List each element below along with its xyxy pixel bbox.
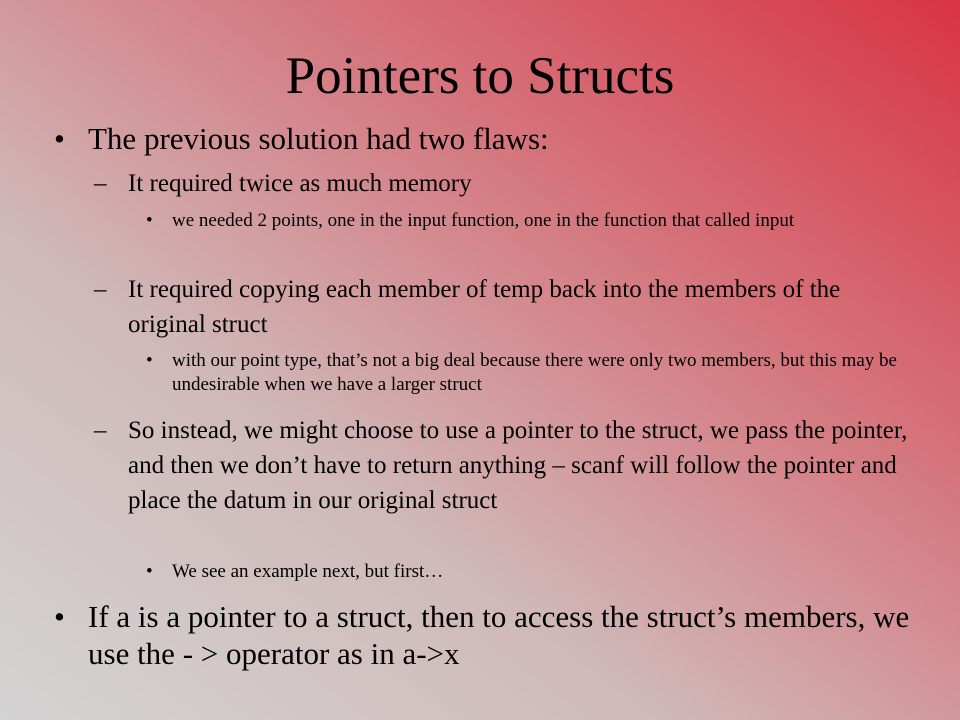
bullet-marker: • [146, 350, 153, 371]
detail-text: We see an example next, but first… [172, 561, 444, 582]
bullet-marker: • [54, 121, 65, 156]
bullet-text: The previous solution had two flaws: [88, 121, 549, 156]
detail-item-1 [146, 209, 932, 233]
bullet-marker: • [146, 210, 153, 231]
detail-text: we needed 2 points, one in the input function, one in the function that called input [172, 210, 795, 231]
detail-item-2 [146, 349, 927, 397]
bullet-marker: • [146, 561, 153, 582]
sub-item-text: So instead, we might choose to use a pointer to the struct, we pass the pointer, and then we don’t have to return anything – scanf will follow the pointer and place the datum in our original struct [128, 417, 908, 514]
detail-item-3 [146, 560, 912, 584]
sub-item-text: It required twice as much memory [128, 170, 472, 197]
sub-item-2 [94, 272, 918, 342]
bullet-text: If a is a pointer to a struct, then to access the struct’s members, we use the - > operator as in a->x [88, 599, 910, 671]
bullet-item-2 [54, 598, 918, 672]
dash-marker: – [94, 417, 107, 444]
detail-text: with our point type, that’s not a big deal because there were only two members, but this may be undesirable when we have a larger struct [172, 350, 897, 395]
sub-item-3 [94, 413, 928, 518]
slide-title: Pointers to Structs [285, 47, 675, 105]
sub-item-1 [94, 166, 928, 201]
bullet-marker: • [54, 599, 65, 634]
dash-marker: – [94, 276, 107, 303]
sub-item-text: It required copying each member of temp back into the members of the original struct [128, 276, 841, 338]
dash-marker: – [94, 170, 107, 197]
bullet-item-1 [54, 120, 938, 157]
